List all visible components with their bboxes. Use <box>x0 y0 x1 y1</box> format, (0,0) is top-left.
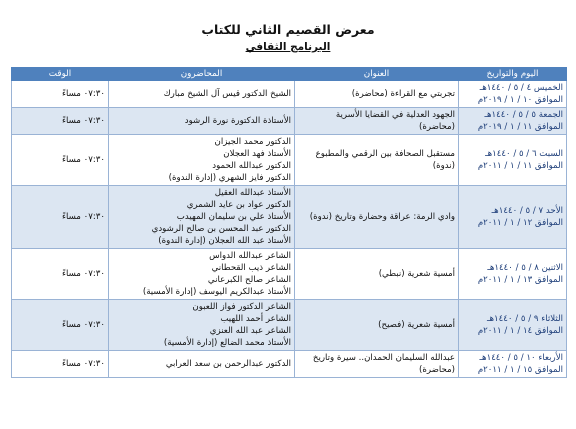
lecturers-cell-line: الأستاذ عبد الله العجلان (إدارة الندوة) <box>158 236 291 246</box>
time-cell: ٠٧:٣٠ مساءً <box>12 108 109 135</box>
day-cell-line: الموافق ١٣ / ١ / ٢٠١١م <box>477 275 563 285</box>
lecturers-cell <box>109 135 295 186</box>
lecturers-cell-line: الأستاذ محمد الضالع (إدارة الأمسية) <box>163 338 291 348</box>
lecturers-cell-line: الشاعر أحمد اللهيب <box>220 314 291 324</box>
topic-cell <box>295 81 459 108</box>
time-cell: ٠٧:٣٠ مساءً <box>12 186 109 249</box>
day-cell <box>459 300 567 351</box>
lecturers-cell-line: الشاعر عبد الله العنزي <box>209 326 291 336</box>
column-header-day: اليوم والتواريخ <box>459 68 567 81</box>
lecturers-cell-line: الدكتور عبد المحسن بن صالح الرشودي <box>151 224 291 234</box>
lecturers-cell-line: الأستاذ علي بن سليمان المهيدب <box>176 212 291 222</box>
day-cell-line: الجمعة ٥ / ٥ / ١٤٤٠هـ <box>484 110 563 120</box>
lecturers-cell-line: الأستاذ عبدالله العقيل <box>214 188 291 198</box>
topic-cell-line: أمسية شعرية (نبطي) <box>378 269 455 279</box>
day-cell-line: السبت ٦ / ٥ / ١٤٤٠هـ <box>485 149 563 159</box>
table-row <box>12 135 567 186</box>
table-header-row <box>12 68 567 81</box>
schedule-rows <box>12 81 567 378</box>
lecturers-cell-line: الدكتور محمد الجيزان <box>214 137 291 147</box>
day-cell-line: الموافق ١٢ / ١ / ٢٠١١م <box>477 218 563 228</box>
day-cell-line: الموافق ١٤ / ١ / ٢٠١١م <box>477 326 563 336</box>
day-cell-line: الثلاثاء ٩ / ٥ / ١٤٤٠هـ <box>486 314 563 324</box>
lecturers-cell-line: الدكتور عبدالله الحمود <box>212 161 291 171</box>
day-cell-line: الموافق ١١ / ١ / ٢٠١١م <box>477 161 563 171</box>
schedule-table <box>11 67 567 378</box>
day-cell <box>459 186 567 249</box>
day-cell-line: الأربعاء ١٠ / ٥ / ١٤٤٠هـ <box>479 353 563 363</box>
lecturers-cell-line: الدكتور عبدالرحمن بن سعد العرابي <box>165 359 291 369</box>
table-row <box>12 186 567 249</box>
lecturers-cell-line: الدكتور عواد بن عايد الشمري <box>186 200 291 210</box>
topic-cell-line: الجهود العدلية في القضايا الأسرية <box>335 110 455 120</box>
time-cell: ٠٧:٣٠ مساءً <box>12 81 109 108</box>
day-cell-line: الموافق ١٥ / ١ / ٢٠١١م <box>477 365 563 375</box>
topic-cell <box>295 135 459 186</box>
lecturers-cell-line: الشيخ الدكتور قيس آل الشيخ مبارك <box>163 89 291 99</box>
column-header-topic: العنوان <box>295 68 459 81</box>
page-title: معرض القصيم الثاني للكتاب <box>201 22 375 37</box>
lecturers-cell <box>109 186 295 249</box>
topic-cell-line: عبدالله السليمان الحمدان.. سيرة وتاريخ <box>312 353 455 363</box>
lecturers-cell-line: الشاعر الدكتور فواز اللعبون <box>192 302 291 312</box>
topic-cell-line: (ندوة) <box>432 161 455 171</box>
topic-cell-line: (محاضرة) <box>418 365 455 375</box>
topic-cell-line: وادي الرمة: عراقة وحضارة وتاريخ (ندوة) <box>309 212 455 222</box>
topic-cell <box>295 351 459 378</box>
topic-cell <box>295 108 459 135</box>
lecturers-cell-line: الأستاذ فهد العجلان <box>223 149 291 159</box>
day-cell-line: الموافق ١١ / ١ / ٢٠١٩م <box>477 122 563 132</box>
lecturers-cell-line: الدكتور فايز الشهري (إدارة الندوة) <box>168 173 291 183</box>
time-cell: ٠٧:٣٠ مساءً <box>12 249 109 300</box>
table-row <box>12 300 567 351</box>
lecturers-cell-line: الأستاذة الدكتورة نورة الرشود <box>184 116 291 126</box>
topic-cell-line: تجربتي مع القراءة (محاضرة) <box>351 89 455 99</box>
column-header-time: الوقت <box>12 68 109 81</box>
day-cell-line: الخميس ٤ / ٥ / ١٤٤٠هـ <box>479 83 563 93</box>
day-cell-line: الاثنين ٨ / ٥ / ١٤٤٠هـ <box>487 263 563 273</box>
day-cell <box>459 108 567 135</box>
day-cell-line: الأحد ٧ / ٥ / ١٤٤٠هـ <box>491 206 563 216</box>
lecturers-cell-line: الشاعر صالح الكبرعاني <box>207 275 291 285</box>
column-header-lecturers: المحاضرون <box>109 68 295 81</box>
lecturers-cell <box>109 300 295 351</box>
lecturers-cell <box>109 249 295 300</box>
day-cell <box>459 351 567 378</box>
lecturers-cell <box>109 351 295 378</box>
table-row <box>12 108 567 135</box>
lecturers-cell-line: الشاعر عبدالله الدواس <box>209 251 291 261</box>
day-cell <box>459 135 567 186</box>
table-row <box>12 81 567 108</box>
time-cell: ٠٧:٣٠ مساءً <box>12 351 109 378</box>
lecturers-cell-line: الأستاذ عبدالكريم اليوسف (إدارة الأمسية) <box>142 287 291 297</box>
lecturers-cell <box>109 81 295 108</box>
table-row <box>12 351 567 378</box>
day-cell <box>459 249 567 300</box>
lecturers-cell-line: الشاعر ذيب القحطاني <box>211 263 291 273</box>
topic-cell <box>295 249 459 300</box>
time-cell: ٠٧:٣٠ مساءً <box>12 135 109 186</box>
time-cell: ٠٧:٣٠ مساءً <box>12 300 109 351</box>
table-row <box>12 249 567 300</box>
topic-cell-line: مستقبل الصحافة بين الرقمي والمطبوع <box>315 149 455 159</box>
topic-cell <box>295 186 459 249</box>
topic-cell-line: (محاضرة) <box>418 122 455 132</box>
page-subtitle: البرنامج الثقافي <box>245 41 331 53</box>
topic-cell <box>295 300 459 351</box>
day-cell-line: الموافق ١٠ / ١ / ٢٠١٩م <box>477 95 563 105</box>
topic-cell-line: أمسية شعرية (فصيح) <box>378 320 455 330</box>
day-cell <box>459 81 567 108</box>
lecturers-cell <box>109 108 295 135</box>
